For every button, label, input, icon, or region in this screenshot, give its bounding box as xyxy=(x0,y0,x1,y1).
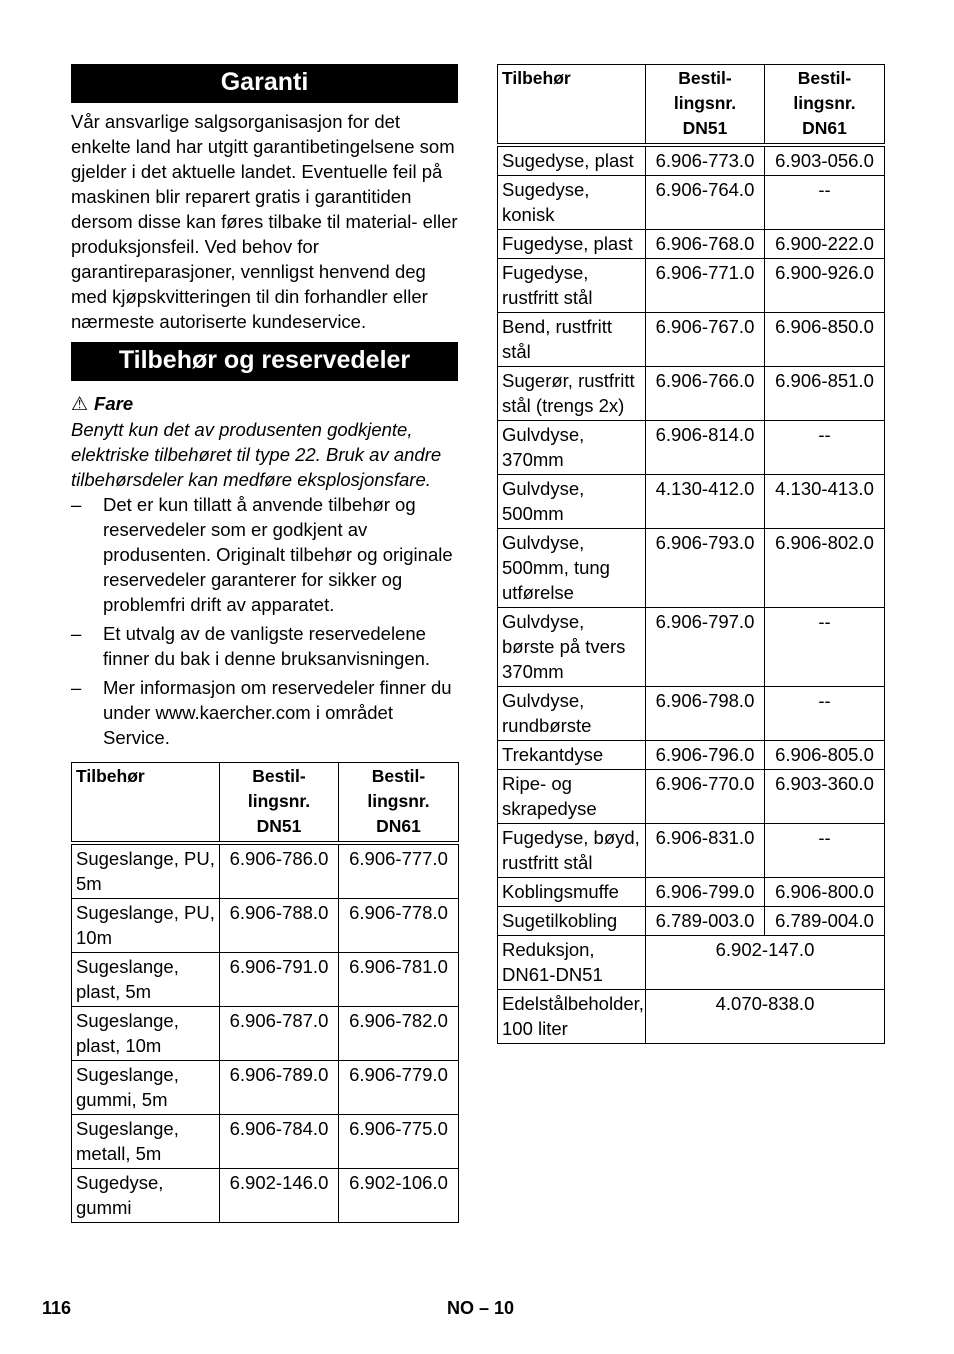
dash-marker: – xyxy=(71,494,82,515)
cell-dn51: 6.906-788.0 xyxy=(220,899,339,953)
cell-dn61: 6.903-056.0 xyxy=(765,145,885,176)
cell-dn61: -- xyxy=(765,608,885,687)
cell-dn61: 6.789-004.0 xyxy=(765,907,885,936)
cell-item: Gulvdyse, 370mm xyxy=(498,421,646,475)
list-item-text: Det er kun tillatt å anvende tilbehør og reservedeler som er godkjent av produsenten. Originalt tilbehør og originale reservedeler garanterer for sikker og problemfri drift av apparatet. xyxy=(103,494,453,615)
cell-item: Sugeslange, metall, 5m xyxy=(72,1115,220,1169)
list-item-text: Et utvalg av de vanligste reservedelene finner du bak i denne bruksanvisningen. xyxy=(103,623,431,669)
cell-item: Fugedyse, rustfritt stål xyxy=(498,259,646,313)
cell-item: Gulvdyse, 500mm, tung utførelse xyxy=(498,529,646,608)
cell-dn61: 6.900-926.0 xyxy=(765,259,885,313)
table-row xyxy=(498,936,885,990)
cell-item: Sugeslange, PU, 5m xyxy=(72,843,220,899)
language-page-marker: NO – 10 xyxy=(447,1298,515,1318)
cell-dn51: 6.906-786.0 xyxy=(220,843,339,899)
cell-item: Sugeslange, plast, 5m xyxy=(72,953,220,1007)
cell-dn51: 6.789-003.0 xyxy=(646,907,765,936)
dash-marker: – xyxy=(71,677,82,698)
cell-dn61: -- xyxy=(765,687,885,741)
list-item xyxy=(71,621,458,671)
cell-dn51: 6.906-799.0 xyxy=(646,878,765,907)
header-dn51: Bestil-lingsnr. DN51 xyxy=(646,65,765,146)
cell-item: Gulvdyse, 500mm xyxy=(498,475,646,529)
cell-dn51: 6.906-771.0 xyxy=(646,259,765,313)
cell-dn61: 6.906-805.0 xyxy=(765,741,885,770)
cell-item: Sugerør, rustfritt stål (trengs 2x) xyxy=(498,367,646,421)
header-dn61: Bestil-lingsnr. DN61 xyxy=(339,763,459,844)
cell-item: Sugetilkobling xyxy=(498,907,646,936)
cell-dn51: 6.906-791.0 xyxy=(220,953,339,1007)
cell-item: Sugeslange, PU, 10m xyxy=(72,899,220,953)
table-header-row xyxy=(72,763,459,844)
table-row xyxy=(498,741,885,770)
table-row xyxy=(72,899,459,953)
cell-dn61: 6.906-851.0 xyxy=(765,367,885,421)
cell-dn61: 6.906-800.0 xyxy=(765,878,885,907)
table-row xyxy=(498,367,885,421)
cell-dn61: 6.903-360.0 xyxy=(765,770,885,824)
cell-item: Fugedyse, plast xyxy=(498,230,646,259)
accessories-heading: Tilbehør og reservedeler xyxy=(71,342,458,381)
cell-dn61: -- xyxy=(765,421,885,475)
table-row xyxy=(72,843,459,899)
right-column xyxy=(497,64,884,1044)
cell-dn51: 6.902-146.0 xyxy=(220,1169,339,1223)
page-number: 116 xyxy=(42,1298,72,1318)
danger-notice xyxy=(71,391,458,492)
table-row xyxy=(498,878,885,907)
table-header-row xyxy=(498,65,885,146)
dash-marker: – xyxy=(71,623,82,644)
table-row xyxy=(72,953,459,1007)
cell-item: Edelstålbeholder, 100 liter xyxy=(498,990,646,1044)
cell-item: Koblingsmuffe xyxy=(498,878,646,907)
guarantee-text: Vår ansvarlige salgsorganisasjon for det enkelte land har utgitt garantibetingelsene som gjelder i det aktuelle landet. Eventuelle feil på maskinen blir reparert gratis i garantitiden dersom disse kan føres tilbake til material- eller produksjonsfeil. Ved behov for garantireparasjoner, vennligst henvend deg med kjøpskvitteringen til din forhandler eller nærmeste autoriserte kundeservice. xyxy=(71,111,458,332)
cell-order-number: 4.070-838.0 xyxy=(646,990,885,1044)
cell-dn51: 6.906-797.0 xyxy=(646,608,765,687)
cell-dn61: -- xyxy=(765,824,885,878)
cell-dn51: 6.906-787.0 xyxy=(220,1007,339,1061)
list-item xyxy=(71,675,458,750)
table-row xyxy=(498,529,885,608)
cell-dn61: 6.906-777.0 xyxy=(339,843,459,899)
cell-order-number: 6.902-147.0 xyxy=(646,936,885,990)
guarantee-heading: Garanti xyxy=(71,64,458,103)
table-row xyxy=(498,313,885,367)
list-item xyxy=(71,492,458,617)
cell-dn51: 6.906-814.0 xyxy=(646,421,765,475)
table-row xyxy=(498,990,885,1044)
cell-dn51: 6.906-767.0 xyxy=(646,313,765,367)
cell-dn51: 6.906-766.0 xyxy=(646,367,765,421)
cell-dn51: 4.130-412.0 xyxy=(646,475,765,529)
cell-item: Gulvdyse, rundbørste xyxy=(498,687,646,741)
cell-item: Sugedyse, konisk xyxy=(498,176,646,230)
table-row xyxy=(498,770,885,824)
cell-item: Reduksjon, DN61-DN51 xyxy=(498,936,646,990)
cell-item: Sugeslange, plast, 10m xyxy=(72,1007,220,1061)
cell-dn51: 6.906-831.0 xyxy=(646,824,765,878)
cell-dn61: 6.902-106.0 xyxy=(339,1169,459,1223)
cell-dn61: 6.906-782.0 xyxy=(339,1007,459,1061)
cell-dn61: 6.906-850.0 xyxy=(765,313,885,367)
cell-dn51: 6.906-793.0 xyxy=(646,529,765,608)
header-item: Tilbehør xyxy=(72,763,220,844)
header-item: Tilbehør xyxy=(498,65,646,146)
cell-item: Ripe- og skrapedyse xyxy=(498,770,646,824)
accessories-table-right xyxy=(497,64,885,1044)
table-row xyxy=(498,907,885,936)
header-dn61: Bestil-lingsnr. DN61 xyxy=(765,65,885,146)
cell-item: Trekantdyse xyxy=(498,741,646,770)
cell-item: Sugedyse, plast xyxy=(498,145,646,176)
cell-dn61: -- xyxy=(765,176,885,230)
table-row xyxy=(498,608,885,687)
cell-item: Fugedyse, bøyd, rustfritt stål xyxy=(498,824,646,878)
cell-item: Sugeslange, gummi, 5m xyxy=(72,1061,220,1115)
table-row xyxy=(498,145,885,176)
cell-dn61: 6.906-775.0 xyxy=(339,1115,459,1169)
cell-item: Gulvdyse, børste på tvers 370mm xyxy=(498,608,646,687)
list-item-text: Mer informasjon om reservedeler finner du under www.kaercher.com i området Service. xyxy=(103,677,452,748)
table-row xyxy=(498,824,885,878)
accessories-table-left xyxy=(71,762,459,1223)
info-bullet-list xyxy=(71,492,458,750)
table-row xyxy=(72,1061,459,1115)
table-row xyxy=(498,475,885,529)
cell-dn51: 6.906-770.0 xyxy=(646,770,765,824)
cell-dn61: 6.906-779.0 xyxy=(339,1061,459,1115)
cell-dn61: 4.130-413.0 xyxy=(765,475,885,529)
table-row xyxy=(498,230,885,259)
danger-title: Fare xyxy=(94,393,134,414)
cell-dn61: 6.906-781.0 xyxy=(339,953,459,1007)
table-row xyxy=(498,176,885,230)
cell-dn51: 6.906-773.0 xyxy=(646,145,765,176)
warning-triangle-icon: ⚠ xyxy=(71,394,89,415)
table-row xyxy=(72,1169,459,1223)
cell-dn51: 6.906-784.0 xyxy=(220,1115,339,1169)
header-dn51: Bestil-lingsnr. DN51 xyxy=(220,763,339,844)
table-row xyxy=(498,421,885,475)
cell-dn51: 6.906-796.0 xyxy=(646,741,765,770)
danger-notice-title-line xyxy=(71,391,458,417)
table-row xyxy=(498,687,885,741)
cell-dn51: 6.906-768.0 xyxy=(646,230,765,259)
cell-dn51: 6.906-789.0 xyxy=(220,1061,339,1115)
table-row xyxy=(72,1007,459,1061)
table-row xyxy=(72,1115,459,1169)
left-column xyxy=(71,64,458,1223)
cell-dn61: 6.906-778.0 xyxy=(339,899,459,953)
cell-dn61: 6.900-222.0 xyxy=(765,230,885,259)
cell-dn51: 6.906-764.0 xyxy=(646,176,765,230)
cell-dn61: 6.906-802.0 xyxy=(765,529,885,608)
cell-item: Sugedyse, gummi xyxy=(72,1169,220,1223)
cell-item: Bend, rustfritt stål xyxy=(498,313,646,367)
danger-text: Benytt kun det av produsenten godkjente, elektriske tilbehøret til type 22. Bruk av andre tilbehørsdeler kan medføre eksplosjonsfare. xyxy=(71,419,442,490)
table-row xyxy=(498,259,885,313)
cell-dn51: 6.906-798.0 xyxy=(646,687,765,741)
